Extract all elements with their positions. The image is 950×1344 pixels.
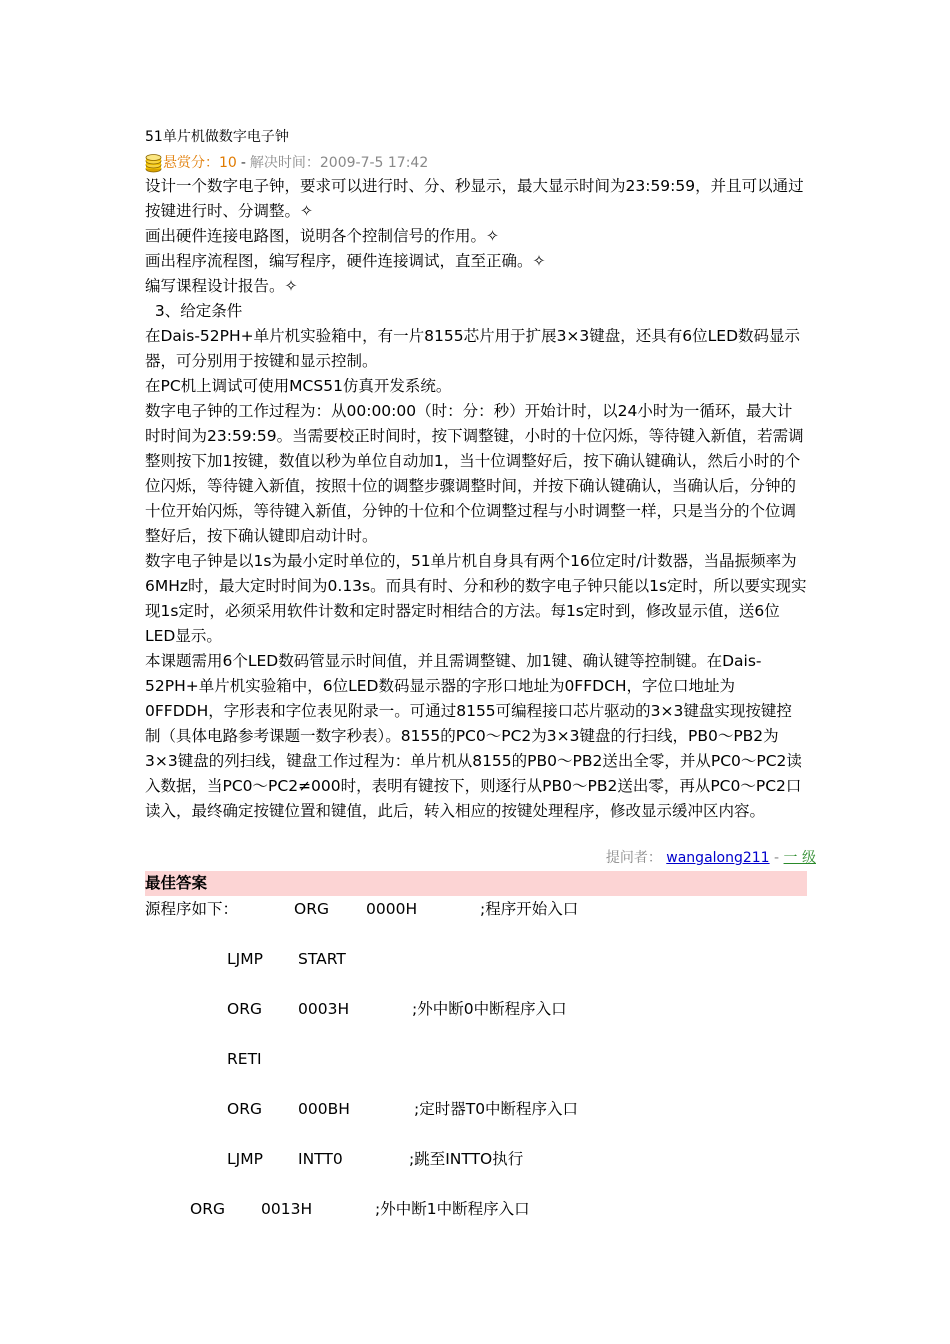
code-mnemonic: LJMP: [227, 950, 263, 968]
code-operand: INTT0: [298, 1150, 343, 1168]
question-paragraph: 数字电子钟的工作过程为：从00:00:00（时：分：秒）开始计时，以24小时为一循环，最大计时时间为23:59:59。当需要校正时间时，按下调整键，小时的十位闪烁，等待键入新值，若需调整则按下加1按键，数值以秒为单位自动加1，当十位调整好后，按下确认键确认，然后小时的个位闪烁，等待键入新值，按照十位的调整步骤调整时间，并按下确认键确认，当确认后，分钟的十位开始闪烁，等待键入新值，分钟的十位和个位调整过程与小时调整一样，只是当分的个位调整好后，按下确认键即启动计时。: [145, 402, 804, 545]
asker-label: 提问者：: [605, 850, 662, 866]
asker-separator: -: [769, 850, 784, 866]
question-body: [145, 174, 807, 824]
question-paragraph: 编写课程设计报告。✧: [145, 277, 298, 295]
code-comment: ;程序开始入口: [480, 900, 579, 918]
question-paragraph: 本课题需用6个LED数码管显示时间值，并且需调整键、加1键、确认键等控制键。在Dais-52PH+单片机实验箱中，6位LED数码显示器的字形口地址为0FFDCH，字位口地址为0FFDDH，字形表和字位表见附录一。可通过8155可编程接口芯片驱动的3×3键盘实现按键控制（具体电路参考课题一数字秒表）。8155的PC0～PC2为3×3键盘的行扫线，PB0～PB2为3×3键盘的列扫线，键盘工作过程为：单片机从8155的PB0～PB2送出全零，并从PC0～PC2读入数据，当PC0～PC2≠000时，表明有键按下，则逐行从PB0～PB2送出零，再从PC0～PC2口读入，最终确定按键位置和键值，此后，转入相应的按键处理程序，修改显示缓冲区内容。: [145, 652, 802, 820]
code-operand: 0000H: [366, 900, 418, 918]
question-paragraph: 数字电子钟是以1s为最小定时单位的，51单片机自身具有两个16位定时/计数器，当晶振频率为6MHz时，最大定时时间为0.13s。而具有时、分和秒的数字电子钟只能以1s定时，所以要实现实现1s定时，必须采用软件计数和定时器定时相结合的方法。每1s定时到，修改显示值，送6位LED显示。: [145, 552, 807, 645]
question-paragraph: 在PC机上调试可使用MCS51仿真开发系统。: [145, 377, 452, 395]
code-comment: ;定时器T0中断程序入口: [414, 1100, 579, 1118]
code-operand: 0013H: [261, 1200, 313, 1218]
code-mnemonic: ORG: [190, 1200, 225, 1218]
question-meta: [145, 152, 428, 174]
asker-byline: [606, 848, 816, 868]
question-paragraph: 设计一个数字电子钟，要求可以进行时、分、秒显示，最大显示时间为23:59:59，并且可以通过按键进行时、分调整。✧: [145, 177, 804, 220]
code-mnemonic: ORG: [294, 900, 329, 918]
asker-level-link[interactable]: 一 级: [783, 850, 816, 866]
question-title: 51单片机做数字电子钟: [145, 129, 289, 145]
meta-separator: -: [240, 155, 246, 171]
best-answer-header: 最佳答案: [145, 871, 807, 896]
code-mnemonic: ORG: [227, 1100, 262, 1118]
asker-name-link[interactable]: wangalong211: [666, 850, 770, 866]
code-operand: START: [298, 950, 346, 968]
code-mnemonic: RETI: [227, 1050, 262, 1068]
question-paragraph: 在Dais-52PH+单片机实验箱中，有一片8155芯片用于扩展3×3键盘，还具有6位LED数码显示器，可分别用于按键和显示控制。: [145, 327, 801, 370]
resolved-time: 解决时间：2009-7-5 17:42: [249, 155, 429, 171]
code-comment: ;外中断1中断程序入口: [375, 1200, 530, 1218]
question-paragraph: 3、给定条件: [145, 302, 243, 320]
question-paragraph: 画出程序流程图，编写程序，硬件连接调试，直至正确。✧: [145, 252, 546, 270]
code-intro: 源程序如下：: [145, 900, 239, 918]
code-comment: ;跳至INTTO执行: [409, 1150, 524, 1168]
code-comment: ;外中断0中断程序入口: [412, 1000, 567, 1018]
code-mnemonic: ORG: [227, 1000, 262, 1018]
code-operand: 0003H: [298, 1000, 350, 1018]
question-paragraph: 画出硬件连接电路图，说明各个控制信号的作用。✧: [145, 227, 499, 245]
code-mnemonic: LJMP: [227, 1150, 263, 1168]
reward-value: 10: [219, 155, 237, 171]
coin-stack-icon: [145, 154, 162, 173]
code-operand: 000BH: [298, 1100, 350, 1118]
reward-label: 悬赏分：: [163, 155, 219, 171]
